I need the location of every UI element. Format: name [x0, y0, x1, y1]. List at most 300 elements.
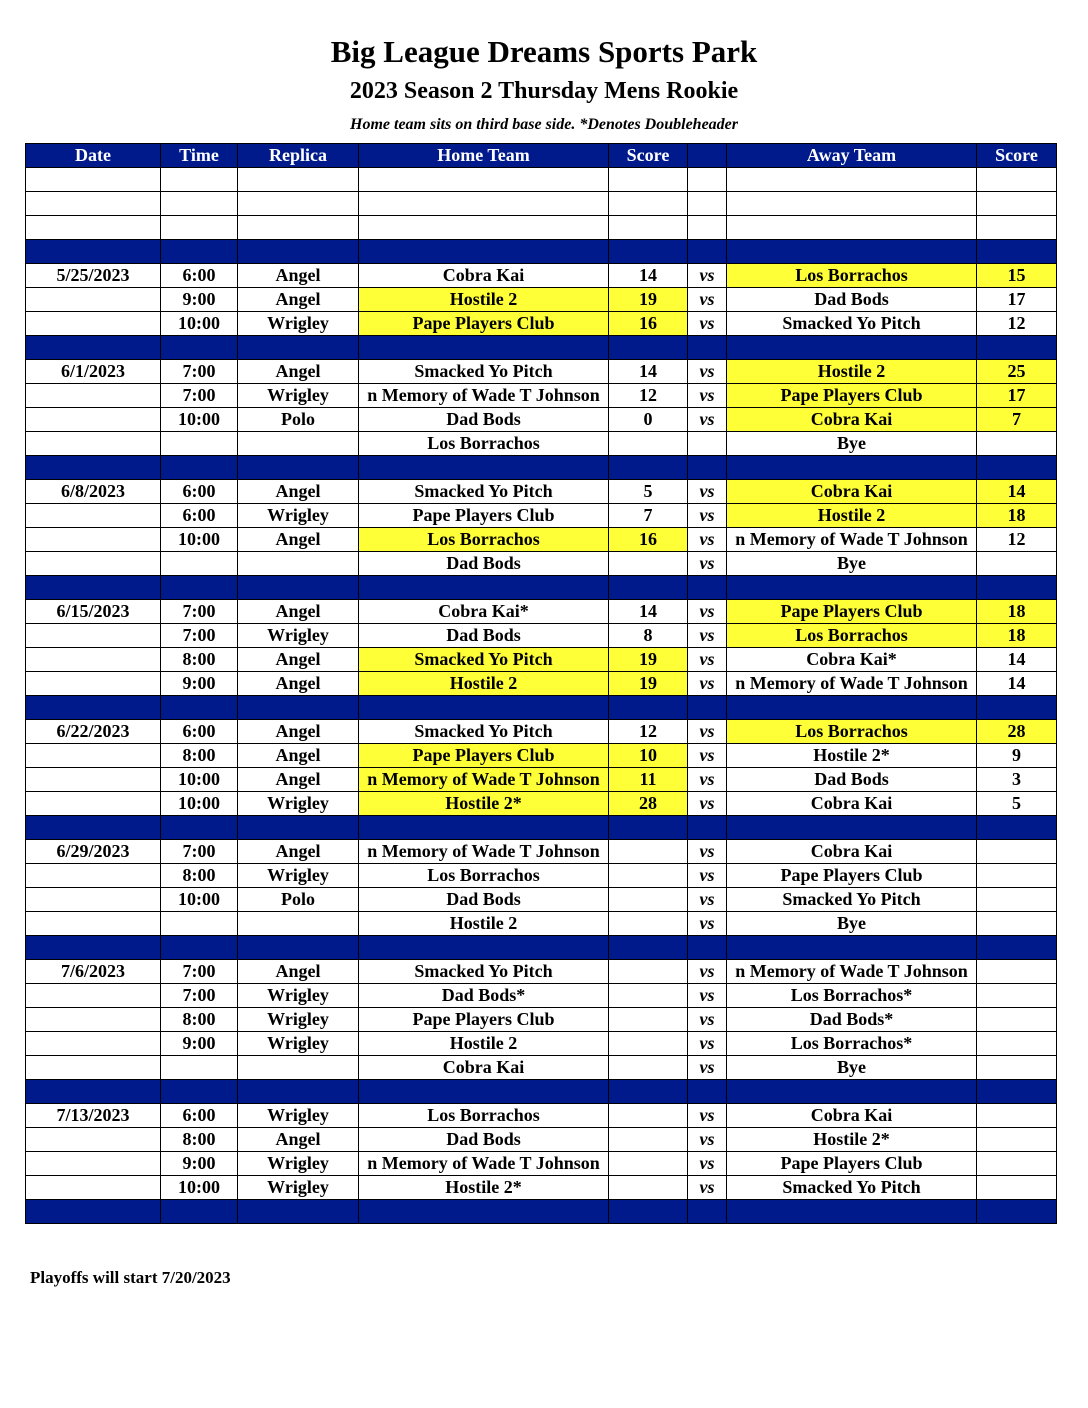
home-team-cell: Dad Bods [359, 408, 609, 432]
separator-cell [359, 456, 609, 480]
home-team-cell: Smacked Yo Pitch [359, 360, 609, 384]
blank-cell [977, 216, 1057, 240]
away-score-cell [977, 432, 1057, 456]
date-cell [26, 1008, 161, 1032]
separator-row [26, 576, 1057, 600]
field-cell [238, 552, 359, 576]
away-score-cell: 15 [977, 264, 1057, 288]
blank-cell [609, 168, 688, 192]
home-team-cell: Los Borrachos [359, 432, 609, 456]
game-row [26, 264, 1057, 288]
away-score-cell [977, 984, 1057, 1008]
separator-cell [727, 336, 977, 360]
vs-cell: vs [688, 504, 727, 528]
away-score-cell: 18 [977, 600, 1057, 624]
separator-cell [688, 576, 727, 600]
blank-cell [688, 168, 727, 192]
home-team-cell: Smacked Yo Pitch [359, 720, 609, 744]
home-score-cell [609, 432, 688, 456]
field-cell [238, 912, 359, 936]
game-row [26, 1032, 1057, 1056]
game-row [26, 960, 1057, 984]
blank-cell [688, 192, 727, 216]
separator-cell [609, 1080, 688, 1104]
away-score-cell: 7 [977, 408, 1057, 432]
separator-cell [359, 240, 609, 264]
home-team-cell: Hostile 2 [359, 912, 609, 936]
home-team-cell: Dad Bods* [359, 984, 609, 1008]
separator-row [26, 240, 1057, 264]
home-score-cell: 12 [609, 384, 688, 408]
date-cell [26, 744, 161, 768]
schedule-body [26, 168, 1057, 1224]
time-cell: 6:00 [161, 1104, 238, 1128]
vs-cell: vs [688, 600, 727, 624]
home-team-cell: Pape Players Club [359, 504, 609, 528]
time-cell: 9:00 [161, 1032, 238, 1056]
home-team-cell: Smacked Yo Pitch [359, 480, 609, 504]
game-row [26, 888, 1057, 912]
field-cell: Wrigley [238, 1008, 359, 1032]
home-score-cell [609, 1008, 688, 1032]
separator-cell [238, 576, 359, 600]
home-team-cell: n Memory of Wade T Johnson [359, 768, 609, 792]
field-cell: Angel [238, 672, 359, 696]
field-cell: Wrigley [238, 504, 359, 528]
time-cell: 6:00 [161, 480, 238, 504]
time-cell: 7:00 [161, 600, 238, 624]
blank-cell [238, 216, 359, 240]
separator-cell [238, 1080, 359, 1104]
time-cell: 10:00 [161, 768, 238, 792]
home-score-cell: 19 [609, 648, 688, 672]
home-score-cell: 0 [609, 408, 688, 432]
separator-cell [26, 1080, 161, 1104]
separator-cell [977, 240, 1057, 264]
away-team-cell: Dad Bods [727, 288, 977, 312]
date-cell [26, 1056, 161, 1080]
field-cell: Wrigley [238, 864, 359, 888]
away-score-cell: 25 [977, 360, 1057, 384]
away-team-cell: n Memory of Wade T Johnson [727, 528, 977, 552]
vs-cell: vs [688, 960, 727, 984]
separator-cell [727, 240, 977, 264]
away-score-cell: 18 [977, 624, 1057, 648]
home-team-cell: Hostile 2 [359, 672, 609, 696]
home-team-cell: Hostile 2 [359, 1032, 609, 1056]
separator-cell [238, 456, 359, 480]
away-team-cell: Bye [727, 432, 977, 456]
game-row [26, 1056, 1057, 1080]
game-row [26, 624, 1057, 648]
field-cell: Wrigley [238, 1176, 359, 1200]
home-team-cell: Cobra Kai* [359, 600, 609, 624]
home-score-cell [609, 888, 688, 912]
separator-cell [238, 336, 359, 360]
date-cell [26, 888, 161, 912]
home-team-cell: Cobra Kai [359, 264, 609, 288]
field-cell: Wrigley [238, 792, 359, 816]
away-score-cell: 12 [977, 312, 1057, 336]
vs-cell: vs [688, 408, 727, 432]
separator-cell [609, 240, 688, 264]
vs-cell: vs [688, 384, 727, 408]
home-team-cell: Pape Players Club [359, 312, 609, 336]
blank-cell [359, 216, 609, 240]
home-score-cell: 8 [609, 624, 688, 648]
away-team-cell: Bye [727, 552, 977, 576]
away-score-cell [977, 864, 1057, 888]
field-cell: Angel [238, 720, 359, 744]
game-row [26, 984, 1057, 1008]
time-cell: 10:00 [161, 888, 238, 912]
separator-cell [727, 456, 977, 480]
home-team-cell: Cobra Kai [359, 1056, 609, 1080]
away-team-cell: Los Borrachos* [727, 984, 977, 1008]
game-row [26, 1008, 1057, 1032]
away-score-cell [977, 888, 1057, 912]
away-team-cell: Cobra Kai [727, 408, 977, 432]
separator-cell [977, 576, 1057, 600]
date-cell [26, 768, 161, 792]
away-team-cell: Bye [727, 912, 977, 936]
away-team-cell: Cobra Kai [727, 1104, 977, 1128]
date-cell: 6/22/2023 [26, 720, 161, 744]
field-cell: Polo [238, 408, 359, 432]
time-cell: 6:00 [161, 264, 238, 288]
separator-row [26, 936, 1057, 960]
separator-cell [359, 576, 609, 600]
separator-cell [977, 1200, 1057, 1224]
game-row [26, 840, 1057, 864]
separator-cell [26, 1200, 161, 1224]
date-cell [26, 792, 161, 816]
away-score-cell [977, 1032, 1057, 1056]
home-score-cell [609, 984, 688, 1008]
page-subtitle: 2023 Season 2 Thursday Mens Rookie [349, 78, 739, 104]
vs-cell: vs [688, 768, 727, 792]
separator-cell [26, 456, 161, 480]
date-cell [26, 648, 161, 672]
home-team-cell: n Memory of Wade T Johnson [359, 840, 609, 864]
separator-cell [977, 816, 1057, 840]
field-cell: Angel [238, 600, 359, 624]
separator-row [26, 816, 1057, 840]
home-score-cell: 14 [609, 360, 688, 384]
separator-cell [161, 1200, 238, 1224]
away-score-cell: 17 [977, 384, 1057, 408]
separator-cell [26, 336, 161, 360]
home-score-cell: 16 [609, 528, 688, 552]
date-cell [26, 408, 161, 432]
home-score-cell [609, 1032, 688, 1056]
away-team-cell: Dad Bods [727, 768, 977, 792]
vs-cell: vs [688, 1128, 727, 1152]
time-cell: 7:00 [161, 840, 238, 864]
separator-cell [161, 456, 238, 480]
field-cell: Angel [238, 768, 359, 792]
field-cell: Wrigley [238, 624, 359, 648]
separator-row [26, 456, 1057, 480]
away-team-cell: Cobra Kai* [727, 648, 977, 672]
field-cell [238, 1056, 359, 1080]
date-cell [26, 552, 161, 576]
away-score-cell [977, 960, 1057, 984]
playoffs-note: Playoffs will start 7/20/2023 [30, 1268, 231, 1287]
away-team-cell: Cobra Kai [727, 480, 977, 504]
separator-cell [977, 336, 1057, 360]
separator-cell [688, 1080, 727, 1104]
home-score-cell: 7 [609, 504, 688, 528]
time-cell: 10:00 [161, 792, 238, 816]
blank-cell [26, 192, 161, 216]
game-row [26, 528, 1057, 552]
field-cell: Angel [238, 360, 359, 384]
vs-cell: vs [688, 1176, 727, 1200]
away-team-cell: Los Borrachos [727, 624, 977, 648]
away-team-cell: n Memory of Wade T Johnson [727, 960, 977, 984]
separator-cell [977, 696, 1057, 720]
field-cell: Wrigley [238, 1032, 359, 1056]
away-team-cell: n Memory of Wade T Johnson [727, 672, 977, 696]
vs-cell: vs [688, 360, 727, 384]
time-cell: 9:00 [161, 288, 238, 312]
field-cell: Angel [238, 744, 359, 768]
blank-cell [977, 192, 1057, 216]
vs-cell: vs [688, 480, 727, 504]
game-row [26, 384, 1057, 408]
away-team-cell: Bye [727, 1056, 977, 1080]
separator-cell [161, 816, 238, 840]
away-team-cell: Pape Players Club [727, 600, 977, 624]
vs-cell: vs [688, 864, 727, 888]
game-row [26, 792, 1057, 816]
vs-cell: vs [688, 912, 727, 936]
home-team-cell: Los Borrachos [359, 1104, 609, 1128]
game-row [26, 864, 1057, 888]
game-row [26, 288, 1057, 312]
home-team-cell: Dad Bods [359, 624, 609, 648]
away-team-cell: Hostile 2 [727, 360, 977, 384]
away-score-cell: 14 [977, 480, 1057, 504]
time-cell: 6:00 [161, 720, 238, 744]
blank-cell [161, 168, 238, 192]
vs-cell: vs [688, 528, 727, 552]
separator-cell [727, 576, 977, 600]
home-team-cell: Los Borrachos [359, 528, 609, 552]
home-team-cell: Smacked Yo Pitch [359, 960, 609, 984]
date-cell [26, 312, 161, 336]
field-cell: Angel [238, 648, 359, 672]
separator-cell [161, 336, 238, 360]
game-row [26, 768, 1057, 792]
away-score-cell: 14 [977, 648, 1057, 672]
separator-cell [359, 1080, 609, 1104]
time-cell: 8:00 [161, 744, 238, 768]
vs-cell: vs [688, 552, 727, 576]
separator-row [26, 1200, 1057, 1224]
home-score-cell [609, 1176, 688, 1200]
date-cell [26, 912, 161, 936]
home-score-cell [609, 1104, 688, 1128]
field-cell: Angel [238, 528, 359, 552]
vs-cell: vs [688, 984, 727, 1008]
away-score-cell [977, 1128, 1057, 1152]
away-team-cell: Smacked Yo Pitch [727, 888, 977, 912]
vs-cell: vs [688, 1056, 727, 1080]
away-team-cell: Pape Players Club [727, 864, 977, 888]
col-away-score: Score [977, 144, 1057, 168]
separator-cell [26, 240, 161, 264]
home-team-cell: Pape Players Club [359, 1008, 609, 1032]
vs-cell: vs [688, 288, 727, 312]
home-score-cell: 16 [609, 312, 688, 336]
away-team-cell: Pape Players Club [727, 1152, 977, 1176]
date-cell [26, 1128, 161, 1152]
game-row [26, 312, 1057, 336]
date-cell [26, 864, 161, 888]
home-score-cell: 14 [609, 600, 688, 624]
separator-cell [359, 936, 609, 960]
vs-cell: vs [688, 840, 727, 864]
away-score-cell [977, 1008, 1057, 1032]
vs-cell: vs [688, 744, 727, 768]
home-team-cell: Hostile 2 [359, 288, 609, 312]
separator-cell [688, 1200, 727, 1224]
time-cell: 8:00 [161, 648, 238, 672]
away-score-cell: 28 [977, 720, 1057, 744]
separator-row [26, 696, 1057, 720]
field-cell: Wrigley [238, 384, 359, 408]
away-team-cell: Cobra Kai [727, 792, 977, 816]
home-team-cell: Pape Players Club [359, 744, 609, 768]
blank-cell [161, 216, 238, 240]
away-score-cell: 18 [977, 504, 1057, 528]
away-team-cell: Cobra Kai [727, 840, 977, 864]
game-row [26, 480, 1057, 504]
date-cell: 7/13/2023 [26, 1104, 161, 1128]
page-title: Big League Dreams Sports Park [330, 34, 758, 69]
home-team-cell: n Memory of Wade T Johnson [359, 384, 609, 408]
away-score-cell: 17 [977, 288, 1057, 312]
separator-cell [26, 576, 161, 600]
home-score-cell [609, 960, 688, 984]
away-team-cell: Dad Bods* [727, 1008, 977, 1032]
vs-cell: vs [688, 1152, 727, 1176]
away-team-cell: Smacked Yo Pitch [727, 1176, 977, 1200]
col-home-team: Home Team [359, 144, 609, 168]
home-score-cell [609, 552, 688, 576]
game-row [26, 360, 1057, 384]
separator-cell [609, 1200, 688, 1224]
field-cell: Wrigley [238, 984, 359, 1008]
time-cell: 8:00 [161, 1128, 238, 1152]
vs-cell: vs [688, 1104, 727, 1128]
date-cell [26, 288, 161, 312]
field-cell: Polo [238, 888, 359, 912]
game-row [26, 552, 1057, 576]
blank-cell [26, 216, 161, 240]
vs-cell: vs [688, 312, 727, 336]
away-score-cell: 5 [977, 792, 1057, 816]
time-cell: 6:00 [161, 504, 238, 528]
time-cell: 7:00 [161, 984, 238, 1008]
time-cell: 7:00 [161, 624, 238, 648]
game-row [26, 600, 1057, 624]
vs-cell: vs [688, 1032, 727, 1056]
separator-cell [977, 1080, 1057, 1104]
date-cell [26, 432, 161, 456]
time-cell: 7:00 [161, 960, 238, 984]
date-cell [26, 1152, 161, 1176]
separator-cell [688, 936, 727, 960]
home-score-cell: 10 [609, 744, 688, 768]
date-cell: 6/29/2023 [26, 840, 161, 864]
game-row [26, 648, 1057, 672]
separator-cell [727, 696, 977, 720]
separator-row [26, 1080, 1057, 1104]
away-score-cell: 9 [977, 744, 1057, 768]
away-team-cell: Hostile 2* [727, 744, 977, 768]
separator-cell [977, 936, 1057, 960]
blank-cell [238, 168, 359, 192]
home-team-cell: n Memory of Wade T Johnson [359, 1152, 609, 1176]
separator-cell [161, 240, 238, 264]
home-score-cell: 19 [609, 672, 688, 696]
separator-cell [609, 696, 688, 720]
date-cell: 6/8/2023 [26, 480, 161, 504]
separator-cell [609, 576, 688, 600]
home-score-cell: 5 [609, 480, 688, 504]
separator-cell [609, 816, 688, 840]
time-cell [161, 432, 238, 456]
date-cell: 7/6/2023 [26, 960, 161, 984]
field-cell: Wrigley [238, 1152, 359, 1176]
away-team-cell: Smacked Yo Pitch [727, 312, 977, 336]
away-score-cell [977, 1056, 1057, 1080]
game-row [26, 720, 1057, 744]
home-score-cell [609, 864, 688, 888]
away-team-cell: Pape Players Club [727, 384, 977, 408]
vs-cell: vs [688, 672, 727, 696]
home-team-cell: Hostile 2* [359, 792, 609, 816]
separator-cell [727, 936, 977, 960]
time-cell: 7:00 [161, 360, 238, 384]
away-score-cell [977, 1176, 1057, 1200]
vs-cell [688, 432, 727, 456]
separator-cell [359, 696, 609, 720]
field-cell: Wrigley [238, 1104, 359, 1128]
home-score-cell [609, 1128, 688, 1152]
separator-cell [727, 1080, 977, 1104]
date-cell [26, 672, 161, 696]
separator-cell [688, 336, 727, 360]
away-team-cell: Los Borrachos* [727, 1032, 977, 1056]
time-cell: 10:00 [161, 408, 238, 432]
col-away-team: Away Team [727, 144, 977, 168]
separator-cell [727, 1200, 977, 1224]
game-row [26, 1176, 1057, 1200]
game-row [26, 1104, 1057, 1128]
separator-cell [161, 696, 238, 720]
date-cell [26, 1176, 161, 1200]
field-cell [238, 432, 359, 456]
field-cell: Angel [238, 840, 359, 864]
separator-cell [238, 1200, 359, 1224]
separator-cell [688, 696, 727, 720]
away-score-cell: 12 [977, 528, 1057, 552]
blank-cell [727, 192, 977, 216]
